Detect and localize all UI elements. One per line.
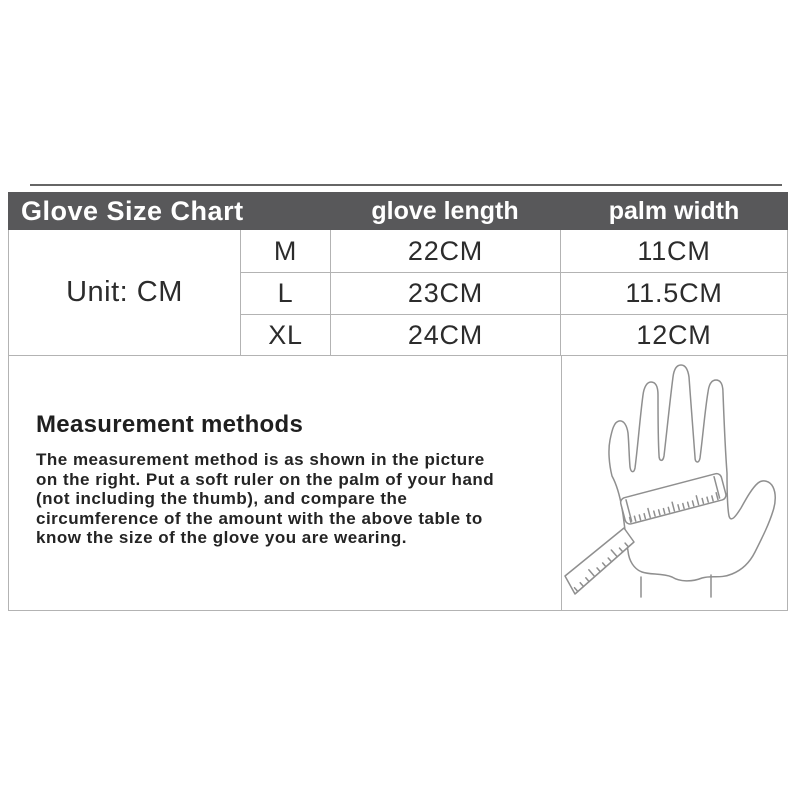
measurement-illustration-cell [561, 355, 787, 610]
size-chart-body [8, 230, 788, 611]
size-cell-l: L [241, 272, 331, 314]
hand-with-tape-measure-illustration [562, 356, 788, 609]
palm-width-cell-m: 11CM [637, 235, 711, 266]
hand-outline [609, 365, 775, 581]
column-header-palm-width: palm width [608, 196, 740, 225]
paragraph-line-4: circumference of the amount with the above table to [36, 508, 483, 528]
paragraph-line-3: (not including the thumb), and compare the [36, 489, 408, 508]
column-header-glove-length: glove length [371, 196, 519, 225]
measurement-methods-heading: Measurement methods [36, 411, 304, 438]
top-divider-line [30, 184, 782, 186]
glove-length-cell-l: 23CM [331, 272, 561, 314]
tape-measure-tail [565, 528, 634, 594]
paragraph-line-2: on the right. Put a soft ruler on the palm of your hand [36, 469, 495, 489]
paragraph-line-5: know the size of the glove you are wearing. [36, 528, 408, 547]
size-cell-m: M [241, 230, 331, 272]
size-cell-xl: XL [241, 314, 331, 355]
size-chart-header-row [8, 192, 788, 230]
paragraph-line-1: The measurement method is as shown in the picture [36, 450, 485, 469]
palm-width-cell-xl: 12CM [561, 314, 787, 355]
glove-length-cell-m: 22CM [331, 230, 561, 272]
size-chart-table [8, 192, 788, 611]
glove-length-cell-xl: 24CM [331, 314, 561, 355]
palm-width-cell-l: 11.5CM [561, 272, 787, 314]
size-chart-title: Glove Size Chart [21, 195, 244, 226]
unit-label-cell: Unit: CM [9, 230, 241, 355]
measurement-methods-paragraph [36, 450, 561, 548]
measurement-methods-section [9, 355, 561, 610]
